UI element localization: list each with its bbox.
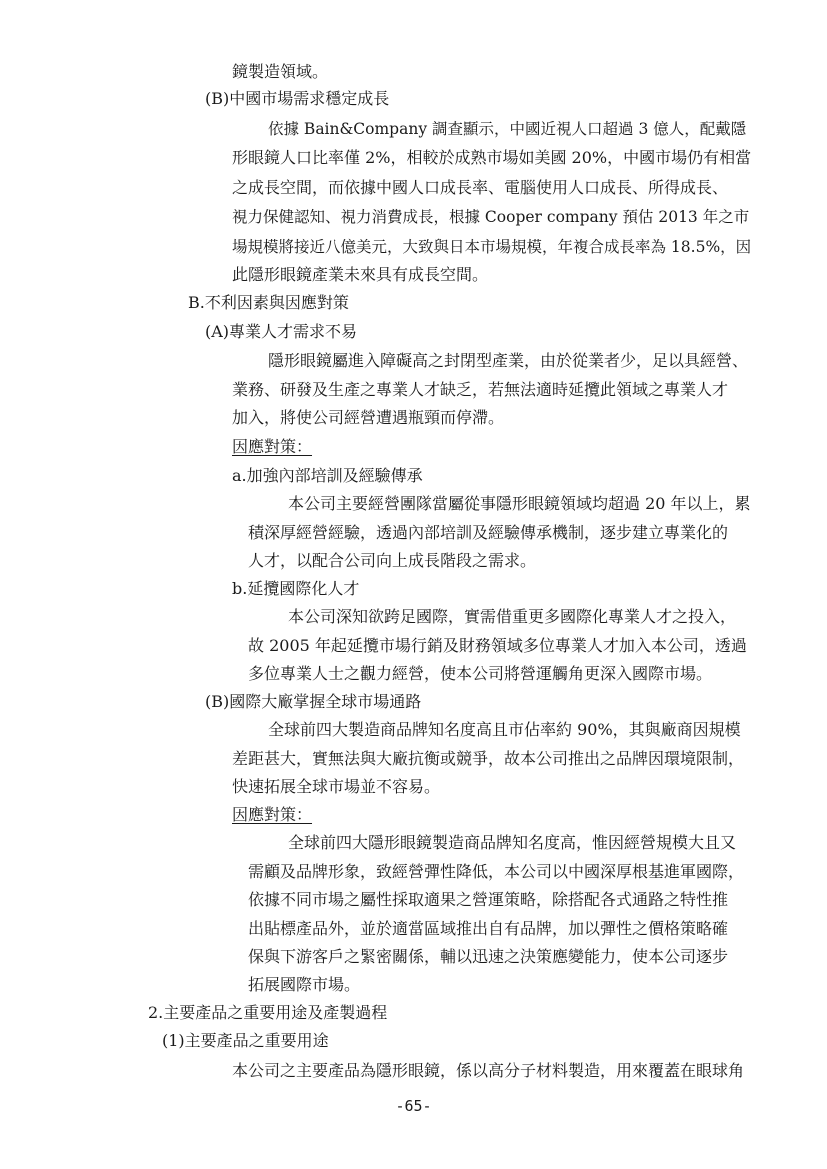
text-line: 依據不同市場之屬性採取適果之營運策略，除搭配各式通路之特性推 <box>248 890 729 909</box>
text-line: 本公司主要經營團隊當屬從事隱形眼鏡領域均超過 20 年以上，累 <box>288 494 751 513</box>
text-line: 場規模將接近八億美元，大致與日本市場規模，年複合成長率為 18.5%，因 <box>232 238 752 256</box>
text-line: 形眼鏡人口比率僅 2%，相較於成熟市場如美國 20%，中國市場仍有相當 <box>232 148 752 167</box>
text-line: 全球前四大製造商品牌知名度高且市佔率約 90%，其與廠商因規模 <box>268 720 741 739</box>
text-line: 出貼標產品外，並於適當區域推出自有品牌，加以彈性之價格策略確 <box>248 919 729 938</box>
text-line: 此隱形眼鏡產業未來具有成長空間。 <box>232 265 489 284</box>
page-number: -65- <box>395 1097 432 1115</box>
section-heading-main-products: 2.主要產品之重要用途及產製過程 <box>148 1003 388 1022</box>
text-line: 本公司之主要產品為隱形眼鏡，係以高分子材料製造，用來覆蓋在眼球角 <box>232 1061 745 1080</box>
text-line: 差距甚大，實無法與大廠抗衡或競爭，故本公司推出之品牌因環境限制， <box>232 749 745 768</box>
text-line: 隱形眼鏡屬進入障礙高之封閉型產業，由於從業者少，足以具經營、 <box>268 351 749 370</box>
section-heading-product-uses: (1)主要產品之重要用途 <box>162 1031 329 1050</box>
section-heading-unfavorable-factors: B.不利因素與因應對策 <box>188 293 349 312</box>
text-line: 保與下游客戶之緊密關係，輔以迅速之決策應變能力，使本公司逐步 <box>248 947 729 966</box>
text-line: 拓展國際市場。 <box>248 975 361 994</box>
countermeasure-label: 因應對策： <box>232 805 313 824</box>
text-line: 積深厚經營經驗，透過內部培訓及經驗傳承機制，逐步建立專業化的 <box>248 523 729 542</box>
text-line: 之成長空間，而依據中國人口成長率、電腦使用人口成長、所得成長、 <box>232 178 729 197</box>
text-line: 多位專業人士之觀力經營，使本公司將營運觸角更深入國際市場。 <box>248 664 713 683</box>
text-line: 全球前四大隱形眼鏡製造商品牌知名度高，惟因經營規模大且又 <box>288 833 737 852</box>
text-line: 鏡製造領域。 <box>232 62 329 81</box>
section-heading-b-china-demand: (B)中國市場需求穩定成長 <box>205 89 390 108</box>
subsection-heading-b-recruit: b.延攬國際化人才 <box>232 579 360 598</box>
text-line: 快速拓展全球市場並不容易。 <box>232 777 441 796</box>
text-line: 業務、研發及生產之專業人才缺乏，若無法適時延攬此領域之專業人才 <box>232 380 729 399</box>
text-line: 故 2005 年起延攬市場行銷及財務領域多位專業人才加入本公司，透過 <box>248 636 747 655</box>
text-line: 本公司深知欲跨足國際，實需借重更多國際化專業人才之投入， <box>288 607 737 626</box>
text-line: 人才，以配合公司向上成長階段之需求。 <box>248 551 537 570</box>
section-heading-b-channels: (B)國際大廠掌握全球市場通路 <box>205 692 422 711</box>
text-line: 需顧及品牌形象，致經營彈性降低，本公司以中國深厚根基進軍國際， <box>248 862 745 881</box>
countermeasure-label: 因應對策： <box>232 437 313 456</box>
text-line: 視力保健認知、視力消費成長，根據 Cooper company 預估 2013 年之市 <box>232 208 750 226</box>
section-heading-a-talent: (A)專業人才需求不易 <box>205 322 358 341</box>
text-line: 加入，將使公司經營遭遇瓶頸而停滯。 <box>232 408 505 427</box>
text-line: 依據 Bain&Company 調查顯示，中國近視人口超過 3 億人，配戴隱 <box>268 120 747 138</box>
subsection-heading-a-training: a.加強內部培訓及經驗傳承 <box>232 466 423 485</box>
